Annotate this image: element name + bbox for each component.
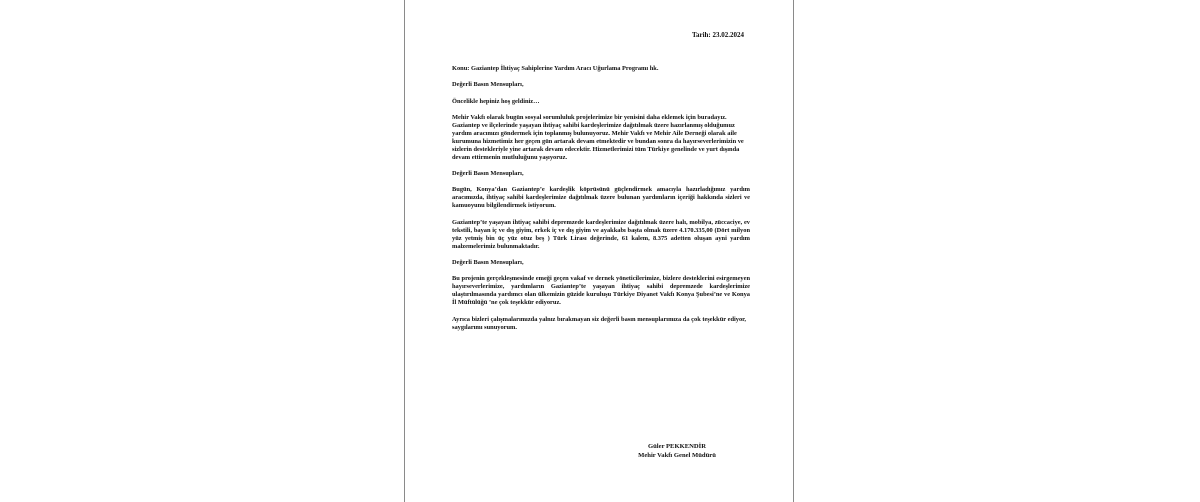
- body-paragraph: Ayrıca bizleri çalışmalarımızda yalnız bırakmayan siz değerli basın mensuplarımıza da çok teşekkür ediyor, saygılarımı sunuyorum.: [452, 315, 747, 331]
- body-paragraph: Bugün, Konya’dan Gaziantep’e kardeşlik köprüsünü güçlendirmek amacıyla hazırladığımız yardım aracımızda, ihtiyaç sahibi kardeşlerimize dağıtılmak üzere bulunan yardımların içeriği hakkında sizleri ve kamuoyunu bilgilendirmek istiyorum.: [452, 186, 750, 210]
- signatory-name: Güler PEKKENDİR: [648, 443, 706, 450]
- body-paragraph: Mehir Vakfı olarak bugün sosyal sorumluluk projelerimize bir yenisini daha eklemek için buradayız. Gaziantep ve ilçelerinde yaşayan ihtiyaç sahibi kardeşlerimize dağıtılmak üzere hazırlanmış olduğumuz yardım aracımızı göndermek için toplanmış bulunuyoruz. Mehir Vakfı ve Mehir Aile Derneği olarak aile kurumuna hizmetimiz her geçen gün artarak devam etmektedir ve bundan sonra da hayırseverlerimizin ve sizlerin destekleriyle yine artarak devam edecektir. Hizmetlerimizi tüm Türkiye genelinde ve yurt dışında devam ettirmenin mutluluğunu yaşıyoruz.: [452, 113, 744, 161]
- greeting: Öncelikle hepiniz hoş geldiniz…: [452, 97, 540, 105]
- document-subject: Konu: Gaziantep İhtiyaç Sahiplerine Yardım Aracı Uğurlama Programı hk.: [452, 65, 659, 72]
- body-paragraph: Bu projenin gerçekleşmesinde emeği geçen vakaf ve dernek yöneticilerimize, bizlere desteklerini esirgemeyen hayırseverlerimize, yardımların Gaziantep’te yaşayan ihtiyaç sahibi depremzede kardeşlerimize ulaştırılmasında yardımcı olan ülkemizin güzide kuruluşu Türkiye Diyanet Vakfı Konya Şubesi’ne ve Konya İl Müftülüğü ’ne çok teşekkür ediyoruz.: [452, 275, 750, 307]
- document-date: Tarih: 23.02.2024: [691, 31, 744, 39]
- document-body: [452, 65, 750, 340]
- salutation: Değerli Basın Mensupları,: [452, 259, 524, 267]
- salutation: Değerli Basın Mensupları,: [452, 81, 524, 89]
- body-paragraph: Gaziantep’te yaşayan ihtiyaç sahibi depremzede kardeşlerimize dağıtılmak üzere halı, mobilya, züccaciye, ev tekstili, bayan iç ve dış giyim, erkek iç ve dış giyim ve ayakkabı başta olmak üzere 4.170.335,00 (Dört milyon yüz yetmiş bin üç yüz otuz beş ) Türk Lirası değerinde, 61 kalem, 8.375 adetten oluşan ayni yardım malzemelerimiz bulunmaktadır.: [452, 218, 750, 250]
- signature-block: [617, 442, 737, 460]
- document-page: [404, 0, 794, 502]
- salutation: Değerli Basın Mensupları,: [452, 170, 524, 178]
- signatory-title: Mehir Vakfı Genel Müdürü: [638, 452, 716, 459]
